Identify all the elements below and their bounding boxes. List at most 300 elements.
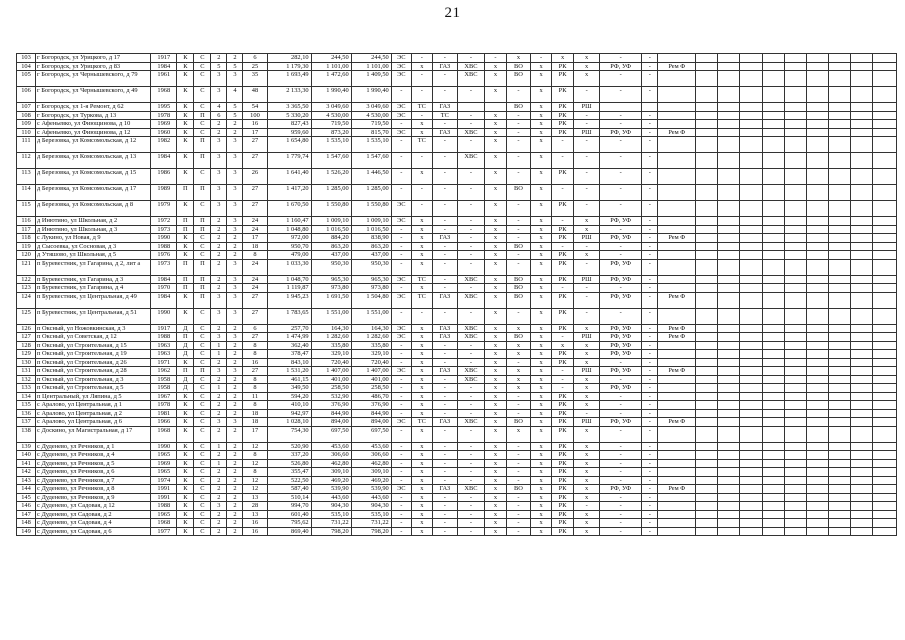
cell-empty xyxy=(872,341,896,350)
cell-s1: 1 641,40 xyxy=(267,169,311,185)
cell-t: С xyxy=(194,308,211,324)
cell-sw: х xyxy=(484,308,506,324)
cell-m: П xyxy=(177,225,194,234)
cell-h: - xyxy=(391,459,411,468)
cell-pf: - xyxy=(642,519,658,528)
cell-h: ЭС xyxy=(391,111,411,120)
cell-n: 147 xyxy=(17,510,36,519)
cell-h: ЭС xyxy=(391,103,411,112)
cell-pf: - xyxy=(642,476,658,485)
cell-s3: 720,40 xyxy=(351,358,391,367)
cell-x2: - xyxy=(552,367,574,376)
cell-x: - xyxy=(506,519,530,528)
cell-empty xyxy=(718,242,740,251)
cell-k: - xyxy=(411,111,432,120)
cell-empty xyxy=(718,153,740,169)
cell-n: 134 xyxy=(17,392,36,401)
cell-x2: РК xyxy=(552,468,574,477)
cell-empty xyxy=(784,476,806,485)
cell-a: 11 xyxy=(243,392,267,401)
cell-y: 1977 xyxy=(151,527,177,536)
cell-empty xyxy=(718,324,740,333)
cell-x2: РК xyxy=(552,510,574,519)
cell-empty xyxy=(740,485,762,494)
cell-empty xyxy=(696,128,718,137)
cell-n: 142 xyxy=(17,468,36,477)
cell-empty xyxy=(762,485,784,494)
cell-t: П xyxy=(194,111,211,120)
cell-g: - xyxy=(432,519,457,528)
cell-rem: Рем Ф xyxy=(658,128,696,137)
cell-pf: - xyxy=(642,502,658,511)
cell-empty xyxy=(696,292,718,308)
cell-rk: х xyxy=(574,519,600,528)
cell-s2: 894,00 xyxy=(311,418,351,427)
cell-w: - xyxy=(457,201,484,217)
cell-empty xyxy=(850,392,872,401)
cell-empty xyxy=(740,401,762,410)
cell-a: 13 xyxy=(243,493,267,502)
cell-rem: Рем Ф xyxy=(658,292,696,308)
cell-m: П xyxy=(177,284,194,293)
cell-empty xyxy=(718,519,740,528)
cell-empty xyxy=(696,510,718,519)
cell-pf: - xyxy=(642,111,658,120)
cell-e: 2 xyxy=(227,409,243,418)
cell-s1: 754,30 xyxy=(267,426,311,442)
cell-n: 137 xyxy=(17,418,36,427)
cell-s2: 1 101,00 xyxy=(311,62,351,71)
cell-y: 1984 xyxy=(151,292,177,308)
cell-k: х xyxy=(411,476,432,485)
cell-empty xyxy=(806,234,828,243)
cell-s1: 1 048,80 xyxy=(267,225,311,234)
cell-rk: х xyxy=(574,527,600,536)
cell-t: П xyxy=(194,275,211,284)
cell-k: - xyxy=(411,201,432,217)
cell-addr: п Буревестник, ул Гагарина, д 4 xyxy=(36,284,151,293)
cell-empty xyxy=(850,234,872,243)
cell-h: - xyxy=(391,527,411,536)
cell-empty xyxy=(740,225,762,234)
cell-empty xyxy=(762,324,784,333)
cell-addr: д Березовка, ул Комсомольская, д 15 xyxy=(36,169,151,185)
cell-s3: 462,80 xyxy=(351,459,391,468)
cell-empty xyxy=(828,409,850,418)
cell-g: - xyxy=(432,350,457,359)
cell-rem: Рем Ф xyxy=(658,333,696,342)
cell-m: К xyxy=(177,527,194,536)
cell-rem xyxy=(658,54,696,63)
cell-sw: х xyxy=(484,87,506,103)
cell-addr: с Дуденево, ул Речников, д 8 xyxy=(36,485,151,494)
cell-empty xyxy=(718,358,740,367)
table-row xyxy=(17,485,897,494)
cell-x: ВО xyxy=(506,71,530,87)
cell-f: 2 xyxy=(211,519,227,528)
cell-empty xyxy=(850,120,872,129)
cell-g: - xyxy=(432,375,457,384)
cell-rem xyxy=(658,459,696,468)
cell-rf: РФ, УФ xyxy=(600,485,642,494)
cell-g: - xyxy=(432,54,457,63)
cell-empty xyxy=(850,375,872,384)
cell-s1: 1 160,47 xyxy=(267,217,311,226)
cell-empty xyxy=(828,451,850,460)
cell-e: 3 xyxy=(227,284,243,293)
cell-x: - xyxy=(506,392,530,401)
cell-vo: х xyxy=(531,442,552,451)
cell-s2: 443,60 xyxy=(311,493,351,502)
cell-h: ЭС xyxy=(391,333,411,342)
cell-rf: - xyxy=(600,54,642,63)
cell-k: х xyxy=(411,367,432,376)
cell-rf: РФ, УФ xyxy=(600,384,642,393)
cell-s1: 1 531,20 xyxy=(267,367,311,376)
cell-empty xyxy=(828,519,850,528)
cell-f: 2 xyxy=(211,128,227,137)
cell-e: 3 xyxy=(227,185,243,201)
cell-w: ХВС xyxy=(457,375,484,384)
cell-t: П xyxy=(194,217,211,226)
cell-a: 17 xyxy=(243,426,267,442)
cell-addr: с Дуденево, ул Речников, д 7 xyxy=(36,476,151,485)
cell-rk: х xyxy=(574,468,600,477)
cell-rk: - xyxy=(574,502,600,511)
cell-k: х xyxy=(411,284,432,293)
cell-empty xyxy=(718,185,740,201)
cell-empty xyxy=(850,71,872,87)
cell-vo: х xyxy=(531,169,552,185)
cell-e: 2 xyxy=(227,358,243,367)
cell-rf: РФ, УФ xyxy=(600,350,642,359)
cell-vo: х xyxy=(531,292,552,308)
cell-rf: РФ, УФ xyxy=(600,217,642,226)
cell-empty xyxy=(806,71,828,87)
cell-y: 1982 xyxy=(151,137,177,153)
cell-rf: - xyxy=(600,442,642,451)
cell-s3: 164,30 xyxy=(351,324,391,333)
cell-k: - xyxy=(411,71,432,87)
cell-w: ХВС xyxy=(457,128,484,137)
cell-s1: 1 783,65 xyxy=(267,308,311,324)
table-row xyxy=(17,201,897,217)
cell-x2: РК xyxy=(552,275,574,284)
cell-k: х xyxy=(411,251,432,260)
cell-empty xyxy=(872,350,896,359)
cell-m: К xyxy=(177,308,194,324)
cell-empty xyxy=(784,103,806,112)
cell-s1: 1 179,30 xyxy=(267,62,311,71)
cell-rk: х xyxy=(574,384,600,393)
cell-empty xyxy=(828,169,850,185)
cell-g: - xyxy=(432,185,457,201)
cell-pf: - xyxy=(642,275,658,284)
cell-sw: х xyxy=(484,426,506,442)
cell-e: 2 xyxy=(227,324,243,333)
cell-vo: х xyxy=(531,275,552,284)
cell-k: х xyxy=(411,527,432,536)
cell-f: 1 xyxy=(211,459,227,468)
cell-k: - xyxy=(411,153,432,169)
cell-a: 24 xyxy=(243,259,267,275)
cell-s1: 520,90 xyxy=(267,442,311,451)
cell-empty xyxy=(784,350,806,359)
cell-s1: 1 033,30 xyxy=(267,259,311,275)
cell-t: С xyxy=(194,128,211,137)
cell-rem xyxy=(658,392,696,401)
cell-empty xyxy=(696,275,718,284)
cell-n: 140 xyxy=(17,451,36,460)
cell-empty xyxy=(740,510,762,519)
cell-f: 2 xyxy=(211,527,227,536)
cell-empty xyxy=(806,485,828,494)
cell-s2: 306,60 xyxy=(311,451,351,460)
cell-y: 1965 xyxy=(151,468,177,477)
cell-sw: - xyxy=(484,54,506,63)
cell-rk: - xyxy=(574,153,600,169)
cell-empty xyxy=(718,451,740,460)
cell-m: К xyxy=(177,392,194,401)
cell-s2: 720,40 xyxy=(311,358,351,367)
cell-x2: РК xyxy=(552,251,574,260)
cell-n: 138 xyxy=(17,426,36,442)
cell-y: 1995 xyxy=(151,103,177,112)
cell-rem xyxy=(658,259,696,275)
cell-rk: х xyxy=(574,217,600,226)
cell-x: - xyxy=(506,510,530,519)
cell-empty xyxy=(784,137,806,153)
cell-h: ЭС xyxy=(391,324,411,333)
cell-a: 27 xyxy=(243,308,267,324)
cell-x: - xyxy=(506,225,530,234)
cell-x: - xyxy=(506,137,530,153)
cell-rf: РФ, УФ xyxy=(600,341,642,350)
cell-s1: 827,43 xyxy=(267,120,311,129)
cell-pf: - xyxy=(642,324,658,333)
cell-rf: РФ, УФ xyxy=(600,62,642,71)
cell-s2: 4 530,00 xyxy=(311,111,351,120)
cell-vo: х xyxy=(531,358,552,367)
cell-g: ГАЗ xyxy=(432,128,457,137)
cell-sw: х xyxy=(484,468,506,477)
cell-empty xyxy=(696,341,718,350)
table-row xyxy=(17,120,897,129)
cell-sw: х xyxy=(484,384,506,393)
cell-x: - xyxy=(506,493,530,502)
cell-g: - xyxy=(432,493,457,502)
cell-empty xyxy=(740,375,762,384)
cell-empty xyxy=(806,242,828,251)
cell-h: - xyxy=(391,401,411,410)
cell-t: С xyxy=(194,510,211,519)
cell-s2: 532,90 xyxy=(311,392,351,401)
cell-rf: - xyxy=(600,459,642,468)
cell-w: - xyxy=(457,111,484,120)
cell-empty xyxy=(784,527,806,536)
cell-e: 2 xyxy=(227,375,243,384)
cell-k: х xyxy=(411,259,432,275)
cell-t: С xyxy=(194,54,211,63)
cell-n: 130 xyxy=(17,358,36,367)
cell-rk: - xyxy=(574,120,600,129)
cell-empty xyxy=(850,324,872,333)
cell-e: 3 xyxy=(227,308,243,324)
cell-h: - xyxy=(391,519,411,528)
cell-pf: - xyxy=(642,350,658,359)
cell-f: 2 xyxy=(211,251,227,260)
cell-empty xyxy=(762,153,784,169)
cell-h: - xyxy=(391,153,411,169)
cell-addr: с Лукино, ул Новая, д 9 xyxy=(36,234,151,243)
cell-empty xyxy=(718,292,740,308)
cell-rem xyxy=(658,358,696,367)
cell-x2: х xyxy=(552,54,574,63)
cell-s2: 1 407,00 xyxy=(311,367,351,376)
cell-addr: п Оксный, ул Строительная, д 28 xyxy=(36,367,151,376)
cell-empty xyxy=(784,341,806,350)
cell-m: К xyxy=(177,234,194,243)
cell-x2: РК xyxy=(552,358,574,367)
cell-empty xyxy=(740,54,762,63)
cell-rem xyxy=(658,502,696,511)
cell-empty xyxy=(718,442,740,451)
cell-x: - xyxy=(506,153,530,169)
cell-addr: д Утяшово, ул Школьная, д 5 xyxy=(36,251,151,260)
table-row xyxy=(17,493,897,502)
cell-w: - xyxy=(457,54,484,63)
cell-rem xyxy=(658,442,696,451)
cell-empty xyxy=(850,169,872,185)
cell-empty xyxy=(762,375,784,384)
cell-x2: - xyxy=(552,153,574,169)
cell-a: 8 xyxy=(243,401,267,410)
cell-empty xyxy=(872,324,896,333)
cell-empty xyxy=(784,468,806,477)
cell-a: 6 xyxy=(243,324,267,333)
cell-empty xyxy=(718,375,740,384)
cell-s1: 594,20 xyxy=(267,392,311,401)
table-row xyxy=(17,54,897,63)
cell-s1: 3 365,50 xyxy=(267,103,311,112)
cell-empty xyxy=(806,426,828,442)
cell-e: 3 xyxy=(227,153,243,169)
cell-s2: 965,30 xyxy=(311,275,351,284)
cell-x2: РК xyxy=(552,225,574,234)
cell-rk: х xyxy=(574,54,600,63)
cell-e: 2 xyxy=(227,468,243,477)
cell-addr: с Афеньевко, ул Фиющинова, д 12 xyxy=(36,128,151,137)
cell-vo: х xyxy=(531,217,552,226)
cell-empty xyxy=(806,401,828,410)
cell-s3: 244,50 xyxy=(351,54,391,63)
cell-x: - xyxy=(506,169,530,185)
cell-t: П xyxy=(194,137,211,153)
cell-f: 1 xyxy=(211,341,227,350)
cell-rf: - xyxy=(600,111,642,120)
cell-s1: 795,62 xyxy=(267,519,311,528)
cell-h: - xyxy=(391,242,411,251)
table-row xyxy=(17,519,897,528)
cell-y: 1963 xyxy=(151,341,177,350)
cell-e: 2 xyxy=(227,519,243,528)
cell-empty xyxy=(828,234,850,243)
cell-pf: - xyxy=(642,128,658,137)
cell-vo: х xyxy=(531,468,552,477)
cell-x: - xyxy=(506,87,530,103)
cell-empty xyxy=(696,71,718,87)
cell-empty xyxy=(740,502,762,511)
cell-empty xyxy=(762,358,784,367)
cell-w: - xyxy=(457,87,484,103)
cell-empty xyxy=(828,120,850,129)
cell-y: 1962 xyxy=(151,367,177,376)
cell-w: - xyxy=(457,185,484,201)
cell-y: 1973 xyxy=(151,259,177,275)
cell-x: ВО xyxy=(506,103,530,112)
cell-a: 24 xyxy=(243,217,267,226)
cell-pf: - xyxy=(642,392,658,401)
cell-n: 106 xyxy=(17,87,36,103)
cell-x2: х xyxy=(552,341,574,350)
cell-e: 2 xyxy=(227,350,243,359)
cell-s3: 1 990,40 xyxy=(351,87,391,103)
cell-empty xyxy=(806,442,828,451)
cell-m: Д xyxy=(177,375,194,384)
cell-pf: - xyxy=(642,62,658,71)
cell-n: 112 xyxy=(17,153,36,169)
cell-m: К xyxy=(177,442,194,451)
cell-s1: 942,97 xyxy=(267,409,311,418)
cell-n: 120 xyxy=(17,251,36,260)
cell-k: х xyxy=(411,341,432,350)
cell-empty xyxy=(806,527,828,536)
cell-empty xyxy=(806,367,828,376)
cell-empty xyxy=(696,201,718,217)
cell-empty xyxy=(762,442,784,451)
cell-s3: 1 016,50 xyxy=(351,225,391,234)
cell-addr: д Инютино, ул Школьная, д 2 xyxy=(36,217,151,226)
cell-empty xyxy=(718,284,740,293)
cell-sw: х xyxy=(484,62,506,71)
cell-rk: х xyxy=(574,341,600,350)
cell-sw: х xyxy=(484,527,506,536)
cell-x: х xyxy=(506,384,530,393)
cell-a: 12 xyxy=(243,485,267,494)
cell-empty xyxy=(784,493,806,502)
cell-k: х xyxy=(411,128,432,137)
cell-e: 3 xyxy=(227,292,243,308)
cell-s3: 697,50 xyxy=(351,426,391,442)
cell-t: С xyxy=(194,459,211,468)
cell-empty xyxy=(806,384,828,393)
cell-s2: 1 282,60 xyxy=(311,333,351,342)
cell-f: 3 xyxy=(211,71,227,87)
cell-s2: 798,20 xyxy=(311,527,351,536)
cell-empty xyxy=(850,519,872,528)
cell-g: - xyxy=(432,442,457,451)
table-row xyxy=(17,358,897,367)
cell-empty xyxy=(784,459,806,468)
cell-rf: - xyxy=(600,284,642,293)
cell-empty xyxy=(850,128,872,137)
cell-empty xyxy=(850,217,872,226)
cell-pf: - xyxy=(642,153,658,169)
cell-e: 3 xyxy=(227,137,243,153)
cell-x: - xyxy=(506,111,530,120)
cell-f: 3 xyxy=(211,201,227,217)
cell-sw: х xyxy=(484,225,506,234)
